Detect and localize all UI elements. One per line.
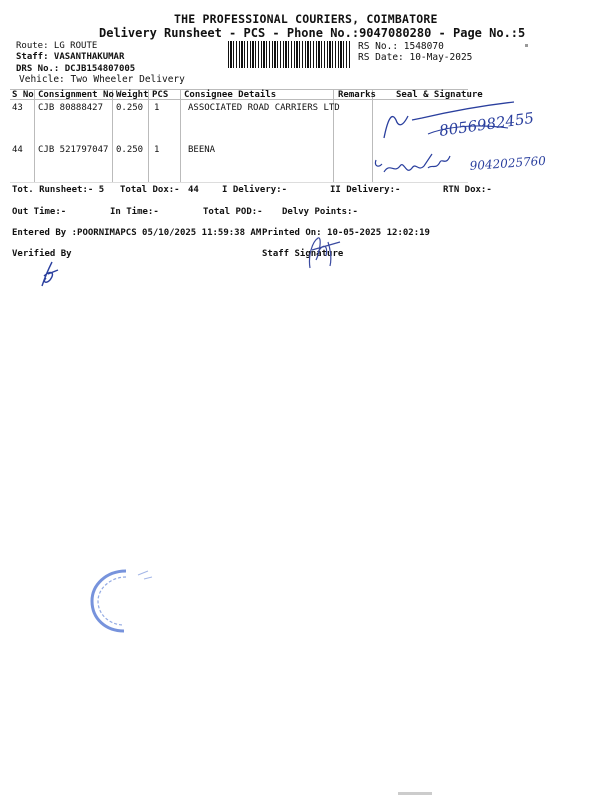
rs-number: RS No.: 1548070 — [358, 41, 444, 52]
runsheet-subtitle: Delivery Runsheet - PCS - Phone No.:9047080280 - Page No.:5 — [99, 26, 526, 40]
col-header-remarks: Remarks — [338, 90, 376, 100]
table-row-weight: 0.250 — [116, 145, 144, 155]
table-row-consignee: ASSOCIATED ROAD CARRIERS LTD — [188, 103, 340, 113]
entered-by: Entered By :POORNIMAPCS 05/10/2025 11:59:38 AM — [12, 228, 262, 238]
ii-delivery: II Delivery:- — [330, 185, 401, 195]
col-header-consignment: Consignment No — [38, 90, 114, 100]
company-title: THE PROFESSIONAL COURIERS, COIMBATORE — [174, 12, 438, 26]
verified-signature — [36, 258, 76, 290]
col-divider — [180, 90, 181, 182]
table-bottom-rule — [10, 182, 468, 183]
table-row-consignee: BEENA — [188, 145, 216, 155]
in-time: In Time:- — [110, 207, 159, 217]
table-row-weight: 0.250 — [116, 103, 144, 113]
col-divider — [34, 90, 35, 182]
col-header-pcs: PCS — [152, 90, 169, 100]
drs-number: DRS No.: DCJB154807005 — [16, 64, 136, 74]
printed-on: Printed On: 10-05-2025 12:02:19 — [262, 228, 430, 238]
i-delivery: I Delivery:- — [222, 185, 288, 195]
staff-signature-label: Staff Signature — [262, 249, 344, 259]
handwritten-phone-row1: 8056982455 — [438, 108, 536, 140]
table-row-pcs: 1 — [154, 145, 160, 155]
scan-mark — [525, 44, 528, 47]
handwritten-signature-row1 — [378, 98, 558, 146]
handwritten-signature-row2 — [370, 148, 570, 182]
staff-signature — [292, 232, 348, 272]
col-header-sno: S No — [12, 90, 34, 100]
rs-date: RS Date: 10-May-2025 — [358, 52, 473, 63]
faded-stamp — [86, 565, 166, 637]
out-time: Out Time:- — [12, 207, 67, 217]
scan-mark — [398, 792, 432, 795]
barcode — [228, 41, 350, 68]
handwritten-phone-row2: 9042025760 — [469, 153, 547, 173]
total-pod: Total POD:- — [203, 207, 263, 217]
table-row-sno: 43 — [12, 103, 23, 113]
table-row-consignment: CJB 521797047 — [38, 145, 109, 155]
tot-runsheet: Tot. Runsheet:- 5 — [12, 185, 105, 195]
col-header-consignee: Consignee Details — [184, 90, 277, 100]
rtn-dox: RTN Dox:- — [443, 185, 492, 195]
verified-by-label: Verified By — [12, 249, 72, 259]
col-divider — [112, 90, 113, 182]
vehicle-text: Vehicle: Two Wheeler Delivery — [19, 74, 185, 85]
table-row-consignment: CJB 80888427 — [38, 103, 104, 113]
col-header-weight: Weight — [116, 90, 149, 100]
staff-text: Staff: VASANTHAKUMAR — [16, 52, 125, 62]
route-text: Route: LG ROUTE — [16, 41, 98, 51]
total-dox-label: Total Dox:- — [120, 185, 180, 195]
col-divider — [148, 90, 149, 182]
delvy-points: Delvy Points:- — [282, 207, 358, 217]
table-row-sno: 44 — [12, 145, 23, 155]
total-dox-value: 44 — [188, 185, 199, 195]
table-row-pcs: 1 — [154, 103, 160, 113]
col-header-seal: Seal & Signature — [396, 90, 483, 100]
